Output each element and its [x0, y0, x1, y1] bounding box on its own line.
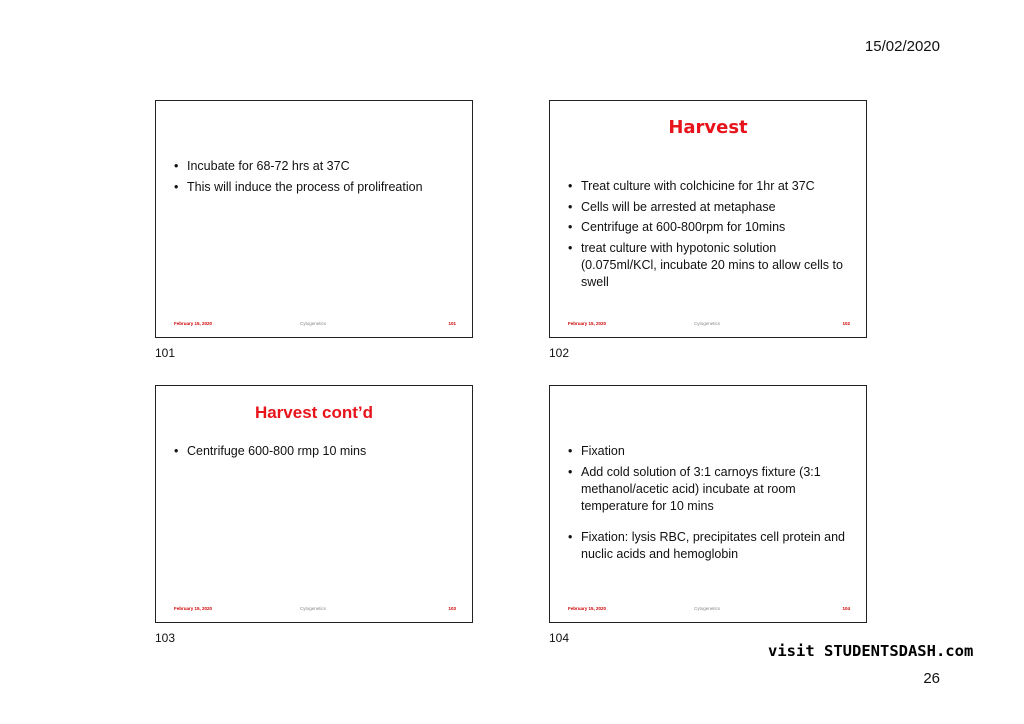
slide-title: Harvest: [668, 117, 748, 138]
footer-date: February 15, 2020: [568, 321, 607, 326]
bullet-item: • Centrifuge 600-800 rmp 10 mins: [174, 443, 452, 460]
slide-title: Harvest cont’d: [254, 403, 374, 422]
slide-label: 101: [155, 346, 176, 360]
bullet-item: • Treat culture with colchicine for 1hr at 37C: [568, 178, 846, 195]
bullet-item: • Fixation: lysis RBC, precipitates cell protein and nuclic acids and hemoglobin: [568, 529, 846, 563]
slide-label: 104: [549, 631, 570, 645]
bullet-item: • Centrifuge at 600-800rpm for 10mins: [568, 219, 846, 236]
bullet-list: [568, 443, 846, 566]
bullet-list: [174, 443, 452, 464]
slide-label: 103: [155, 631, 176, 645]
watermark-text: visit STUDENTSDASH.com: [768, 642, 974, 660]
slide-footer: [174, 606, 456, 614]
bullet-item: • treat culture with hypotonic solution (0.075ml/KCl, incubate 20 mins to allow cells to swell: [568, 240, 846, 291]
slide-footer: [174, 321, 456, 329]
bullet-item: • Incubate for 68-72 hrs at 37C: [174, 158, 452, 175]
page-number: 26: [923, 670, 940, 687]
footer-slide-number: 101: [448, 321, 456, 326]
footer-subject: Cytogenetics: [300, 321, 327, 326]
footer-date: February 15, 2020: [174, 321, 213, 326]
slide-103: [155, 385, 473, 623]
slide-label: 102: [549, 346, 570, 360]
footer-slide-number: 102: [842, 321, 850, 326]
slide-footer: [568, 321, 850, 329]
footer-subject: Cytogenetics: [694, 606, 721, 611]
slide-104: [549, 385, 867, 623]
bullet-item: • Cells will be arrested at metaphase: [568, 199, 846, 216]
bullet-list: [568, 178, 846, 294]
bullet-list: [174, 158, 452, 199]
slide-102: [549, 100, 867, 338]
page-date: 15/02/2020: [864, 38, 940, 55]
footer-date: February 15, 2020: [174, 606, 213, 611]
footer-slide-number: 103: [448, 606, 456, 611]
bullet-item: • Fixation: [568, 443, 846, 460]
footer-slide-number: 104: [842, 606, 850, 611]
slide-footer: [568, 606, 850, 614]
bullet-item: • Add cold solution of 3:1 carnoys fixture (3:1 methanol/acetic acid) incubate at room temperature for 10 mins: [568, 464, 846, 515]
bullet-item: • This will induce the process of prolifreation: [174, 179, 452, 196]
slide-101: [155, 100, 473, 338]
footer-subject: Cytogenetics: [300, 606, 327, 611]
footer-date: February 15, 2020: [568, 606, 607, 611]
footer-subject: Cytogenetics: [694, 321, 721, 326]
